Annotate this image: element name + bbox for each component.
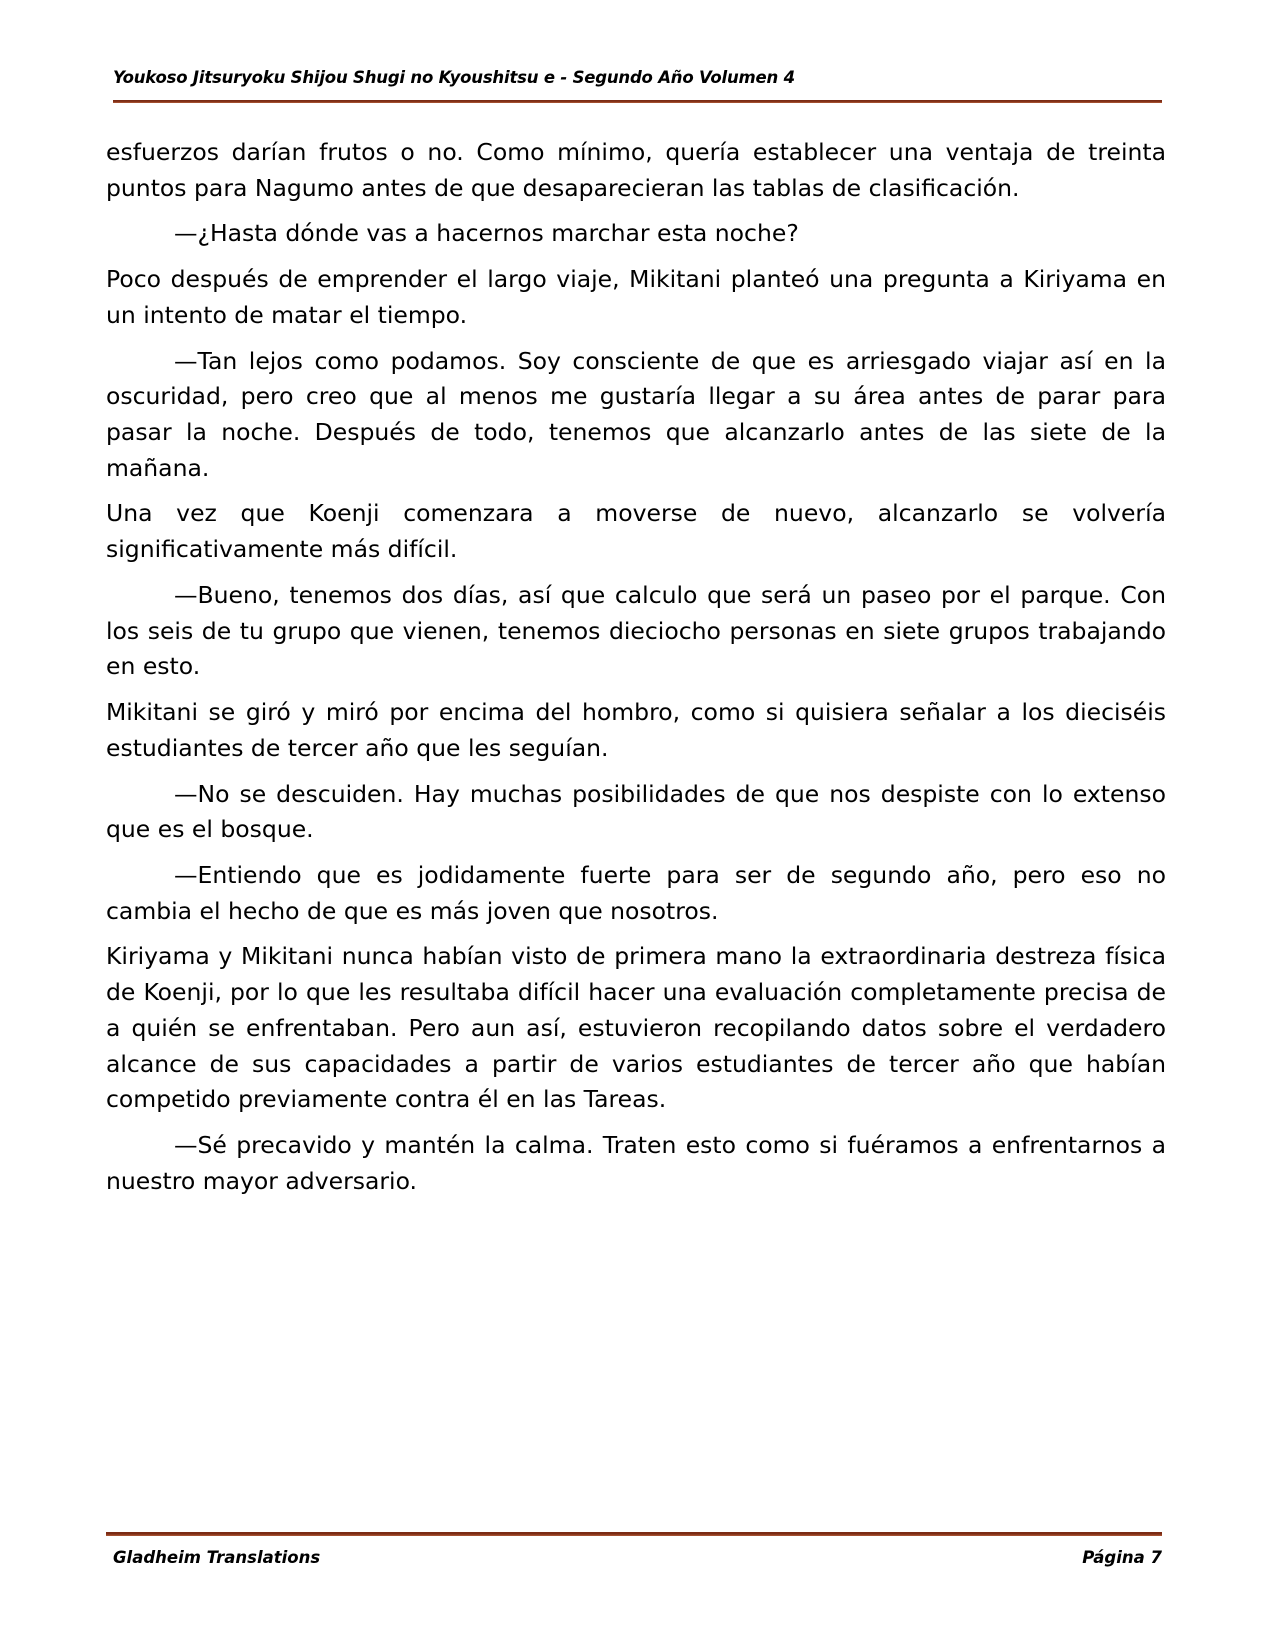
body-paragraph: —Bueno, tenemos dos días, así que calculo que será un paseo por el parque. Con los seis de tu grupo que vienen, tenemos dieciocho personas en siete grupos trabajando en esto.: [106, 580, 1166, 681]
footer-page-number: Página 7: [1082, 1548, 1162, 1567]
body-paragraph: —Tan lejos como podamos. Soy consciente de que es arriesgado viajar así en la oscuridad, pero creo que al menos me gustaría llegar a su área antes de parar para pasar la noche. Después de todo, tenemos que alcanzarlo antes de las siete de la mañana.: [106, 346, 1166, 482]
footer-divider: [106, 1532, 1162, 1536]
footer-translator-credit: Gladheim Translations: [113, 1548, 321, 1567]
header-divider: [113, 100, 1162, 103]
page-header: [113, 68, 1163, 87]
body-paragraph: Una vez que Koenji comenzara a moverse de nuevo, alcanzarlo se volvería significativamente más difícil.: [106, 499, 1166, 564]
page-body: [106, 135, 1166, 1199]
body-paragraph: —Sé precavido y mantén la calma. Traten esto como si fuéramos a enfrentarnos a nuestro mayor adversario.: [106, 1130, 1166, 1195]
body-paragraph: Mikitani se giró y miró por encima del hombro, como si quisiera señalar a los dieciséis estudiantes de tercer año que les seguían.: [106, 698, 1166, 762]
body-paragraph: —¿Hasta dónde vas a hacernos marchar esta noche?: [174, 219, 799, 248]
body-paragraph: Kiriyama y Mikitani nunca habían visto de primera mano la extraordinaria destreza física de Koenji, por lo que les resultaba difícil hacer una evaluación completamente precisa de a quién se enfrentaban. Pero aun así, estuvieron recopilando datos sobre el verdadero alcance de sus capacidades a partir de varios estudiantes de tercer año que habían competido previamente contra él en las Tareas.: [106, 942, 1166, 1114]
body-paragraph: —Entiendo que es jodidamente fuerte para ser de segundo año, pero eso no cambia el hecho de que es más joven que nosotros.: [106, 860, 1166, 925]
body-paragraph: esfuerzos darían frutos o no. Como mínimo, quería establecer una ventaja de treinta puntos para Nagumo antes de que desaparecieran las tablas de clasificación.: [106, 138, 1166, 202]
body-paragraph: —No se descuiden. Hay muchas posibilidades de que nos despiste con lo extenso que es el bosque.: [106, 779, 1166, 844]
header-title: Youkoso Jitsuryoku Shijou Shugi no Kyoushitsu e - Segundo Año Volumen 4: [113, 68, 795, 87]
body-paragraph: Poco después de emprender el largo viaje, Mikitani planteó una pregunta a Kiriyama en un intento de matar el tiempo.: [106, 265, 1166, 329]
page-footer: [113, 1548, 1162, 1567]
